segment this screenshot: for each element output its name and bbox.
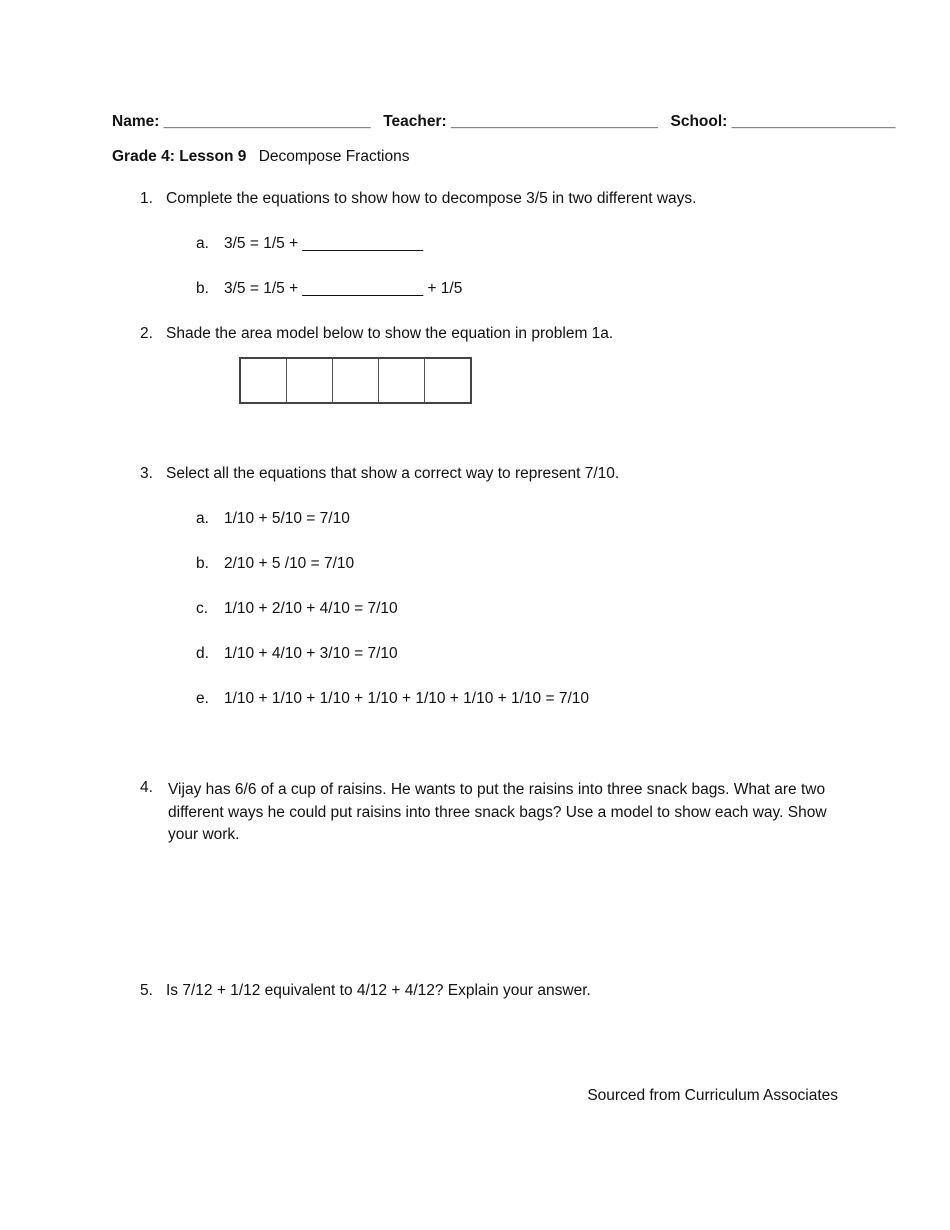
question-1-part-b[interactable]: [196, 280, 462, 298]
question-1: [140, 190, 696, 208]
school-field-label[interactable]: School: ___________________: [670, 113, 896, 130]
area-model-cell[interactable]: [379, 359, 425, 402]
student-info-header: [112, 113, 895, 131]
question-number: 5.: [140, 982, 153, 999]
option-letter: a.: [196, 510, 209, 527]
teacher-field-label[interactable]: Teacher: ________________________: [383, 113, 658, 130]
lesson-topic: Decompose Fractions: [258, 148, 410, 165]
area-model: [239, 357, 472, 404]
option-text: 1/10 + 1/10 + 1/10 + 1/10 + 1/10 + 1/10 + 1/10 = 7/10: [224, 690, 589, 707]
question-5: [140, 982, 591, 1000]
option-letter: b.: [196, 555, 209, 572]
question-3-option-c[interactable]: [196, 600, 398, 618]
question-4-number: 4.: [140, 779, 153, 796]
question-number: 1.: [140, 190, 153, 207]
area-model-cell[interactable]: [287, 359, 333, 402]
option-text: 1/10 + 4/10 + 3/10 = 7/10: [224, 645, 398, 662]
question-3-option-b[interactable]: [196, 555, 354, 573]
option-text: 1/10 + 2/10 + 4/10 = 7/10: [224, 600, 398, 617]
question-text: Select all the equations that show a correct way to represent 7/10.: [166, 465, 620, 482]
question-number: 3.: [140, 465, 153, 482]
part-letter: a.: [196, 235, 209, 252]
area-model-cell[interactable]: [425, 359, 470, 402]
question-3-option-d[interactable]: [196, 645, 398, 663]
area-model-cell[interactable]: [241, 359, 287, 402]
part-text: 3/5 = 1/5 + ______________ + 1/5: [224, 280, 463, 297]
option-letter: c.: [196, 600, 209, 617]
question-1-part-a[interactable]: [196, 235, 423, 253]
question-2: [140, 325, 613, 343]
source-attribution: Sourced from Curriculum Associates: [587, 1087, 838, 1104]
lesson-label: Grade 4: Lesson 9: [112, 148, 247, 165]
question-3: [140, 465, 619, 483]
question-text: Shade the area model below to show the equation in problem 1a.: [166, 325, 614, 342]
part-text: 3/5 = 1/5 + ______________: [224, 235, 424, 252]
area-model-cell[interactable]: [333, 359, 379, 402]
question-4-text: Vijay has 6/6 of a cup of raisins. He wants to put the raisins into three snack bags. What are two different ways he could put raisins into three snack bags? Use a model to show each way. Show your work.: [168, 781, 827, 843]
option-letter: d.: [196, 645, 209, 662]
question-3-option-a[interactable]: [196, 510, 350, 528]
question-text: Is 7/12 + 1/12 equivalent to 4/12 + 4/12? Explain your answer.: [166, 982, 591, 999]
question-number: 2.: [140, 325, 153, 342]
part-letter: b.: [196, 280, 209, 297]
option-text: 1/10 + 5/10 = 7/10: [224, 510, 350, 527]
question-text: Complete the equations to show how to decompose 3/5 in two different ways.: [166, 190, 697, 207]
option-letter: e.: [196, 690, 209, 707]
name-field-label[interactable]: Name: ________________________: [112, 113, 371, 130]
question-3-option-e[interactable]: [196, 690, 589, 708]
option-text: 2/10 + 5 /10 = 7/10: [224, 555, 355, 572]
worksheet-title: [112, 148, 409, 166]
